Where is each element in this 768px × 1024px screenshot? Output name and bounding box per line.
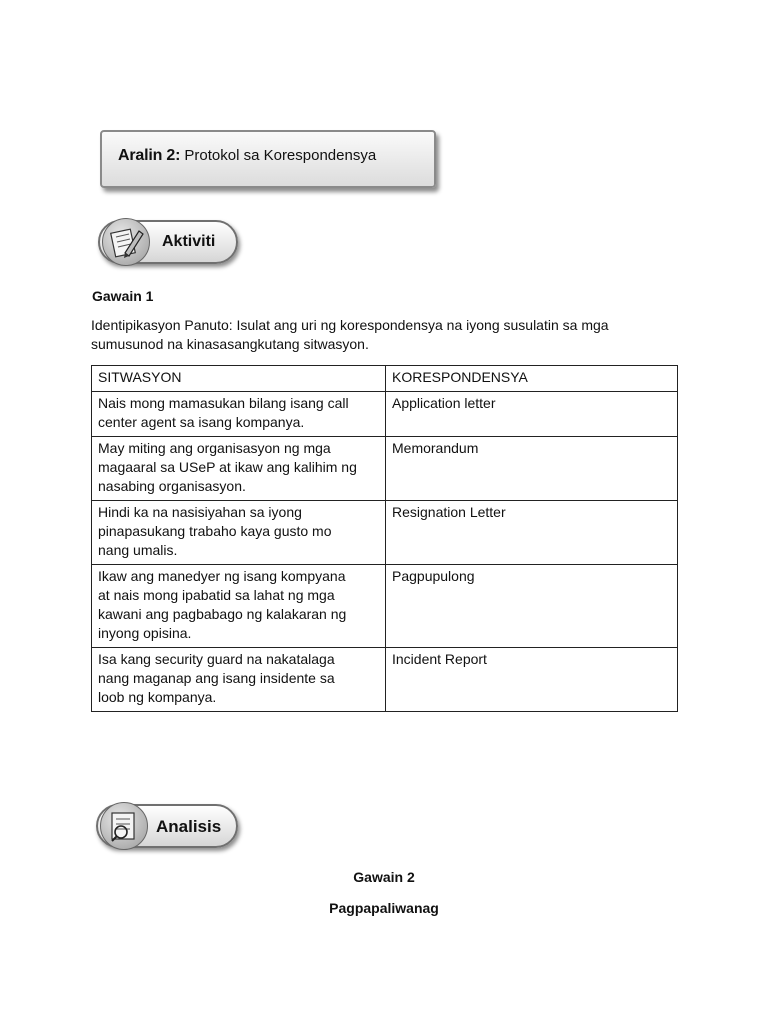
cell-line: Isa kang security guard na nakatalaga: [98, 651, 335, 667]
cell-line: inyong opisina.: [98, 625, 192, 641]
gawain2-subheading: Pagpapaliwanag: [329, 900, 439, 916]
cell-line: at nais mong ipabatid sa lahat ng mga: [98, 587, 335, 603]
cell-line: Hindi ka na nasisiyahan sa iyong: [98, 504, 302, 520]
korespondensya-cell: Resignation Letter: [386, 501, 678, 565]
cell-line: nasabing organisasyon.: [98, 478, 246, 494]
cell-line: loob ng kompanya.: [98, 689, 217, 705]
header-sitwasyon: SITWASYON: [92, 366, 386, 392]
sitwasyon-cell: [92, 437, 386, 501]
correspondence-table: [91, 365, 678, 712]
pencil-paper-icon: [102, 218, 150, 266]
gawain1-heading: Gawain 1: [92, 288, 154, 304]
instruction-line: sumusunod na kinasasangkutang sitwasyon.: [91, 336, 369, 352]
lesson-banner: [100, 130, 436, 188]
lesson-title: Protokol sa Korespondensya: [184, 147, 377, 164]
sitwasyon-cell: [92, 392, 386, 437]
gawain2-heading: Gawain 2: [353, 869, 415, 885]
table-header-row: [92, 366, 678, 392]
korespondensya-cell: Incident Report: [386, 648, 678, 712]
cell-line: nang maganap ang isang insidente sa: [98, 670, 335, 686]
analisis-label: Analisis: [156, 817, 222, 836]
korespondensya-cell: Pagpupulong: [386, 565, 678, 648]
lesson-number: Aralin 2:: [118, 147, 181, 164]
table-row: [92, 648, 678, 712]
sitwasyon-cell: [92, 648, 386, 712]
cell-line: center agent sa isang kompanya.: [98, 414, 305, 430]
cell-line: Nais mong mamasukan bilang isang call: [98, 395, 349, 411]
cell-line: May miting ang organisasyon ng mga: [98, 440, 331, 456]
sitwasyon-cell: [92, 501, 386, 565]
table-row: [92, 565, 678, 648]
table-row: [92, 392, 678, 437]
document-magnifier-icon: [100, 802, 148, 850]
gawain1-instruction: [91, 316, 691, 354]
header-korespondensya: KORESPONDENSYA: [386, 366, 678, 392]
aktiviti-label: Aktiviti: [162, 233, 216, 250]
cell-line: pinapasukang trabaho kaya gusto mo: [98, 523, 332, 539]
sitwasyon-cell: [92, 565, 386, 648]
cell-line: nang umalis.: [98, 542, 178, 558]
cell-line: kawani ang pagbabago ng kalakaran ng: [98, 606, 347, 622]
table-row: [92, 437, 678, 501]
cell-line: magaaral sa USeP at ikaw ang kalihim ng: [98, 459, 357, 475]
cell-line: Ikaw ang manedyer ng isang kompyana: [98, 568, 346, 584]
analisis-badge: [96, 804, 238, 848]
instruction-line: Identipikasyon Panuto: Isulat ang uri ng korespondensya na iyong susulatin sa mga: [91, 317, 609, 333]
korespondensya-cell: Application letter: [386, 392, 678, 437]
korespondensya-cell: Memorandum: [386, 437, 678, 501]
aktiviti-badge: [98, 220, 238, 264]
table-row: [92, 501, 678, 565]
